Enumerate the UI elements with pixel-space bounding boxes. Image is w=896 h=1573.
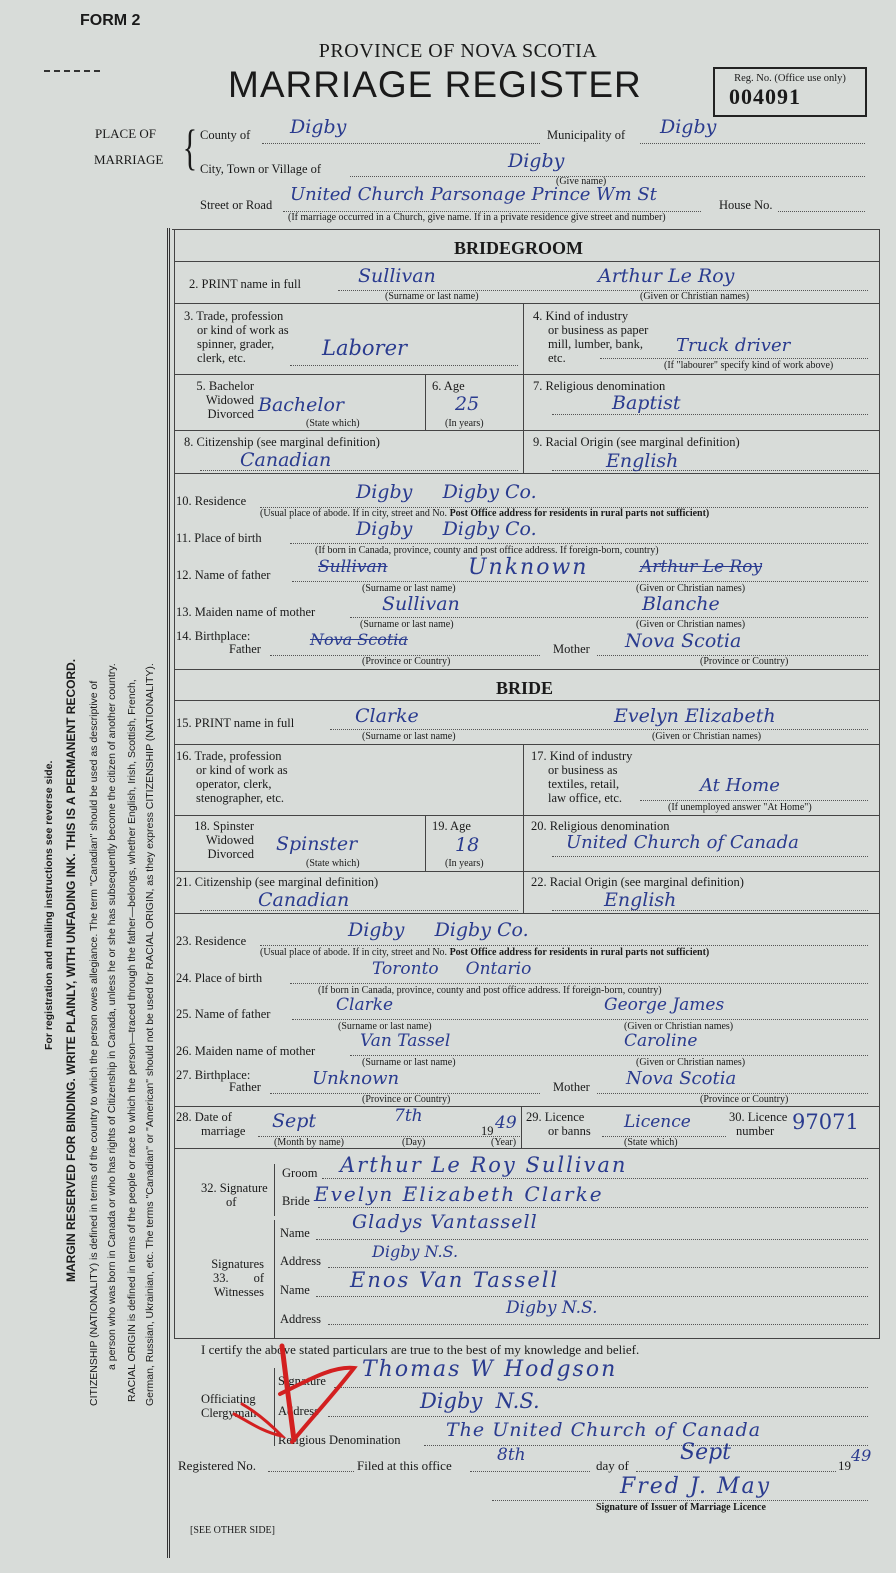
bride-heading: BRIDE bbox=[496, 678, 554, 698]
see-other-side: [SEE OTHER SIDE] bbox=[190, 1525, 275, 1536]
licence-label: 29. Licence or banns bbox=[526, 1110, 591, 1138]
month-caption: (Month by name) bbox=[274, 1137, 344, 1148]
groom-citizenship-label: 8. Citizenship (see marginal definition) bbox=[184, 435, 380, 449]
bride-father-birthplace: Unknown bbox=[312, 1068, 400, 1089]
margin-binding-note: MARGIN RESERVED FOR BINDING. WRITE PLAINLY, WITH UNFADING INK. THIS IS A PERMANENT RECORD. bbox=[64, 658, 78, 1282]
bride-industry: At Home bbox=[700, 775, 780, 796]
groom-father-unknown: Unknown bbox=[468, 555, 589, 580]
groom-residence-caption: (Usual place of abode. If in city, street and No. Post Office address for residents in rural parts not sufficient) bbox=[260, 508, 710, 519]
marriage-label: MARRIAGE bbox=[94, 152, 164, 167]
margin-citizenship-2: a person who was born in Canada or who has rights of Citizenship in Canada, unless he or she has subsequently become the citizen of another country. bbox=[106, 663, 118, 1370]
bride-mother-surname-caption: (Surname or last name) bbox=[362, 1057, 456, 1068]
city-value: Digby bbox=[508, 150, 565, 172]
bride-mother-label: 26. Maiden name of mother bbox=[176, 1044, 316, 1058]
denomination-label: Religious Denomination bbox=[278, 1433, 401, 1447]
bride-name-label: 15. PRINT name in full bbox=[176, 716, 295, 730]
groom-industry-label: 4. Kind of industry or business as paper mill, lumber, bank, etc. bbox=[533, 309, 649, 365]
licence-value: Licence bbox=[624, 1112, 691, 1132]
groom-given-caption: (Given or Christian names) bbox=[640, 291, 750, 302]
bride-birth-caption: (If born in Canada, province, county and post office address. If foreign-born, country) bbox=[318, 985, 662, 996]
groom-industry-note: (If "labourer" specify kind of work above) bbox=[664, 360, 834, 371]
bride-residence-caption: (Usual place of abode. If in city, street and No. Post Office address for residents in rural parts not sufficient) bbox=[260, 947, 710, 958]
bride-signature: Evelyn Elizabeth Clarke bbox=[314, 1182, 604, 1206]
officiant-denomination: The United Church of Canada bbox=[446, 1419, 762, 1441]
reg-number-label: Reg. No. (Office use only) bbox=[734, 73, 846, 84]
municipality-label: Municipality of bbox=[547, 128, 626, 142]
county-value: Digby bbox=[290, 116, 347, 138]
officiating-label: Officiating Clergyman bbox=[201, 1392, 257, 1420]
w1-address-label: Address bbox=[280, 1254, 321, 1268]
groom-racial: English bbox=[606, 450, 679, 472]
red-check-mark bbox=[222, 1334, 362, 1452]
groom-status-caption: (State which) bbox=[306, 418, 360, 429]
bride-father-label: 25. Name of father bbox=[176, 1007, 271, 1021]
groom-religion-label: 7. Religious denomination bbox=[533, 379, 666, 393]
bride-father-surname: Clarke bbox=[336, 995, 394, 1015]
bride-religion: United Church of Canada bbox=[566, 832, 799, 853]
w2-address-label: Address bbox=[280, 1312, 321, 1326]
filed-year: 49 bbox=[851, 1446, 872, 1465]
certify-statement: I certify the above stated particulars are true to the best of my knowledge and belief. bbox=[201, 1342, 640, 1357]
groom-racial-label: 9. Racial Origin (see marginal definition) bbox=[533, 435, 740, 449]
street-label: Street or Road bbox=[200, 198, 273, 212]
bride-father-given: George James bbox=[604, 995, 725, 1015]
bride-age-label: 19. Age bbox=[432, 819, 471, 833]
registered-label: Registered No. bbox=[178, 1458, 256, 1473]
groom-birth-caption: (If born in Canada, province, county and post office address. If foreign-born, country) bbox=[315, 545, 659, 556]
groom-age-label: 6. Age bbox=[432, 379, 465, 393]
margin-racial-2: German, Russian, Ukrainian, etc. The terms "Canadian" or "American" should not be used for RACIAL ORIGIN, as they express CITIZENSHIP (NATIONALITY). bbox=[144, 663, 156, 1406]
bride-sig-label: Bride bbox=[282, 1194, 310, 1208]
filed-day: 8th bbox=[497, 1445, 526, 1465]
bride-mother-prov-caption: (Province or Country) bbox=[700, 1094, 789, 1105]
bride-birthplace-label: 27. Birthplace: bbox=[176, 1068, 251, 1082]
house-label: House No. bbox=[719, 198, 773, 212]
bride-trade-label: 16. Trade, profession or kind of work as operator, clerk, stenographer, etc. bbox=[176, 749, 288, 805]
filed-year-prefix: 19 bbox=[838, 1458, 851, 1473]
groom-birth-label: 11. Place of birth bbox=[176, 531, 262, 545]
bride-birth-label: 24. Place of birth bbox=[176, 971, 263, 985]
off-signature-label: Signature bbox=[278, 1374, 326, 1388]
reg-number-box bbox=[713, 67, 867, 117]
witness1-address: Digby N.S. bbox=[372, 1242, 459, 1261]
margin-instructions: For registration and mailing instructions see reverse side. bbox=[43, 760, 55, 1050]
marriage-day: 7th bbox=[394, 1106, 423, 1126]
bride-surname-caption: (Surname or last name) bbox=[362, 731, 456, 742]
groom-mother-label: 13. Maiden name of mother bbox=[176, 605, 316, 619]
groom-father-birthplace-struck: Nova Scotia bbox=[310, 630, 408, 649]
witness2-address: Digby N.S. bbox=[506, 1298, 598, 1318]
bride-father-given-caption: (Given or Christian names) bbox=[624, 1021, 734, 1032]
bride-given: Evelyn Elizabeth bbox=[614, 705, 776, 727]
issuer-caption: Signature of Issuer of Marriage Licence bbox=[596, 1502, 766, 1513]
bride-status-label: 18. Spinster Widowed Divorced bbox=[194, 819, 254, 861]
bride-birth: Toronto Ontario bbox=[372, 959, 532, 979]
groom-father-birthplace-label: Father bbox=[229, 642, 261, 656]
w1-name-label: Name bbox=[280, 1226, 310, 1240]
street-note: (If marriage occurred in a Church, give name. If in a private residence give street and number) bbox=[288, 212, 666, 223]
place-brace: { bbox=[182, 119, 198, 175]
officiant-signature: Thomas W Hodgson bbox=[362, 1357, 618, 1382]
date-label: 28. Date of marriage bbox=[176, 1110, 246, 1138]
bride-status: Spinster bbox=[276, 833, 358, 855]
year-caption: (Year) bbox=[491, 1137, 517, 1148]
w2-name-label: Name bbox=[280, 1283, 310, 1297]
groom-age: 25 bbox=[455, 393, 480, 415]
groom-residence: Digby Digby Co. bbox=[356, 481, 537, 503]
signature-label: 32. Signature of bbox=[201, 1181, 268, 1209]
bride-citizenship-label: 21. Citizenship (see marginal definition) bbox=[176, 875, 379, 889]
bride-residence-label: 23. Residence bbox=[176, 934, 247, 948]
give-name-caption: (Give name) bbox=[556, 176, 607, 187]
groom-father-surname-caption: (Surname or last name) bbox=[362, 583, 456, 594]
groom-status-label: 5. Bachelor Widowed Divorced bbox=[196, 379, 254, 421]
groom-signature: Arthur Le Roy Sullivan bbox=[340, 1153, 628, 1177]
licence-caption: (State which) bbox=[624, 1137, 678, 1148]
groom-residence-label: 10. Residence bbox=[176, 494, 247, 508]
page-title: MARRIAGE REGISTER bbox=[228, 64, 642, 105]
bride-father-surname-caption: (Surname or last name) bbox=[338, 1021, 432, 1032]
bride-citizenship: Canadian bbox=[258, 889, 350, 911]
groom-trade: Laborer bbox=[322, 336, 408, 360]
groom-birthplace-label: 14. Birthplace: bbox=[176, 629, 251, 643]
groom-religion: Baptist bbox=[612, 392, 681, 414]
street-value: United Church Parsonage Prince Wm St bbox=[290, 184, 657, 205]
groom-birth: Digby Digby Co. bbox=[356, 518, 537, 540]
bride-surname: Clarke bbox=[355, 705, 419, 727]
bride-industry-note: (If unemployed answer "At Home") bbox=[668, 802, 812, 813]
day-of-label: day of bbox=[596, 1458, 629, 1473]
county-label: County of bbox=[200, 128, 251, 142]
groom-father-surname-struck: Sullivan bbox=[318, 557, 388, 577]
witness-label: Signatures 33. of Witnesses bbox=[211, 1257, 264, 1299]
filed-label: Filed at this office bbox=[357, 1458, 452, 1473]
groom-citizenship: Canadian bbox=[240, 449, 332, 471]
witness2-name: Enos Van Tassell bbox=[350, 1268, 560, 1292]
issuer-signature: Fred J. May bbox=[620, 1474, 772, 1499]
groom-mother-given: Blanche bbox=[642, 593, 720, 615]
bride-father-prov-caption: (Province or Country) bbox=[362, 1094, 451, 1105]
groom-trade-label: 3. Trade, profession or kind of work as spinner, grader, clerk, etc. bbox=[184, 309, 289, 365]
city-label: City, Town or Village of bbox=[200, 162, 322, 176]
groom-surname: Sullivan bbox=[358, 265, 436, 287]
groom-mother-given-caption: (Given or Christian names) bbox=[636, 619, 746, 630]
groom-mother-surname: Sullivan bbox=[382, 593, 460, 615]
bride-mother-given-caption: (Given or Christian names) bbox=[636, 1057, 746, 1068]
bride-status-caption: (State which) bbox=[306, 858, 360, 869]
bride-racial: English bbox=[604, 889, 677, 911]
bride-age: 18 bbox=[455, 834, 480, 856]
bride-mother-birthplace: Nova Scotia bbox=[626, 1068, 737, 1089]
bride-residence: Digby Digby Co. bbox=[348, 919, 529, 941]
groom-mother-birthplace-label: Mother bbox=[553, 642, 590, 656]
bride-given-caption: (Given or Christian names) bbox=[652, 731, 762, 742]
province-title: PROVINCE OF NOVA SCOTIA bbox=[318, 40, 598, 62]
bridegroom-heading: BRIDEGROOM bbox=[454, 238, 584, 258]
groom-age-caption: (In years) bbox=[445, 418, 484, 429]
reg-number: 004091 bbox=[729, 84, 801, 109]
groom-status: Bachelor bbox=[258, 394, 345, 416]
groom-surname-caption: (Surname or last name) bbox=[385, 291, 479, 302]
filed-month: Sept bbox=[680, 1440, 732, 1465]
bride-mother-given: Caroline bbox=[624, 1031, 698, 1051]
off-address-label: Address bbox=[278, 1404, 319, 1418]
binding-mark bbox=[44, 70, 100, 72]
marriage-year: 49 bbox=[495, 1113, 517, 1133]
bride-age-caption: (In years) bbox=[445, 858, 484, 869]
form-number: FORM 2 bbox=[80, 12, 141, 29]
bride-racial-label: 22. Racial Origin (see marginal definition) bbox=[531, 875, 744, 889]
bride-religion-label: 20. Religious denomination bbox=[531, 819, 670, 833]
officiant-address: Digby N.S. bbox=[420, 1389, 540, 1413]
marriage-month: Sept bbox=[272, 1110, 317, 1132]
bride-mother-birthplace-label: Mother bbox=[553, 1080, 590, 1094]
groom-father-given-struck: Arthur Le Roy bbox=[640, 557, 763, 577]
witness1-name: Gladys Vantassell bbox=[352, 1211, 538, 1233]
margin-racial-1: RACIAL ORIGIN is defined in terms of the people or race to which the person—traced through the father—belongs, whether English, Irish, Scottish, French, bbox=[126, 679, 138, 1402]
place-label: PLACE OF bbox=[95, 126, 157, 141]
groom-given: Arthur Le Roy bbox=[598, 265, 735, 287]
municipality-value: Digby bbox=[660, 116, 717, 138]
groom-name-label: 2. PRINT name in full bbox=[189, 277, 301, 291]
groom-mother-prov-caption: (Province or Country) bbox=[700, 656, 789, 667]
groom-father-label: 12. Name of father bbox=[176, 568, 271, 582]
bride-father-birthplace-label: Father bbox=[229, 1080, 261, 1094]
licence-number-label: 30. Licence number bbox=[729, 1110, 788, 1138]
bride-industry-label: 17. Kind of industry or business as textiles, retail, law office, etc. bbox=[531, 749, 633, 805]
groom-father-prov-caption: (Province or Country) bbox=[362, 656, 451, 667]
groom-father-given-caption: (Given or Christian names) bbox=[636, 583, 746, 594]
day-caption: (Day) bbox=[402, 1137, 426, 1148]
bride-mother-surname: Van Tassel bbox=[360, 1031, 451, 1051]
groom-sig-label: Groom bbox=[282, 1166, 318, 1180]
groom-mother-surname-caption: (Surname or last name) bbox=[360, 619, 454, 630]
margin-citizenship-1: CITIZENSHIP (NATIONALITY) is defined in terms of the country to which the person owes allegiance. The term "Canadian" should be used as descriptive of bbox=[88, 680, 100, 1406]
groom-mother-birthplace: Nova Scotia bbox=[625, 630, 742, 652]
year-prefix: 19 bbox=[481, 1124, 494, 1138]
groom-industry: Truck driver bbox=[676, 335, 791, 356]
licence-number: 97071 bbox=[792, 1110, 859, 1134]
